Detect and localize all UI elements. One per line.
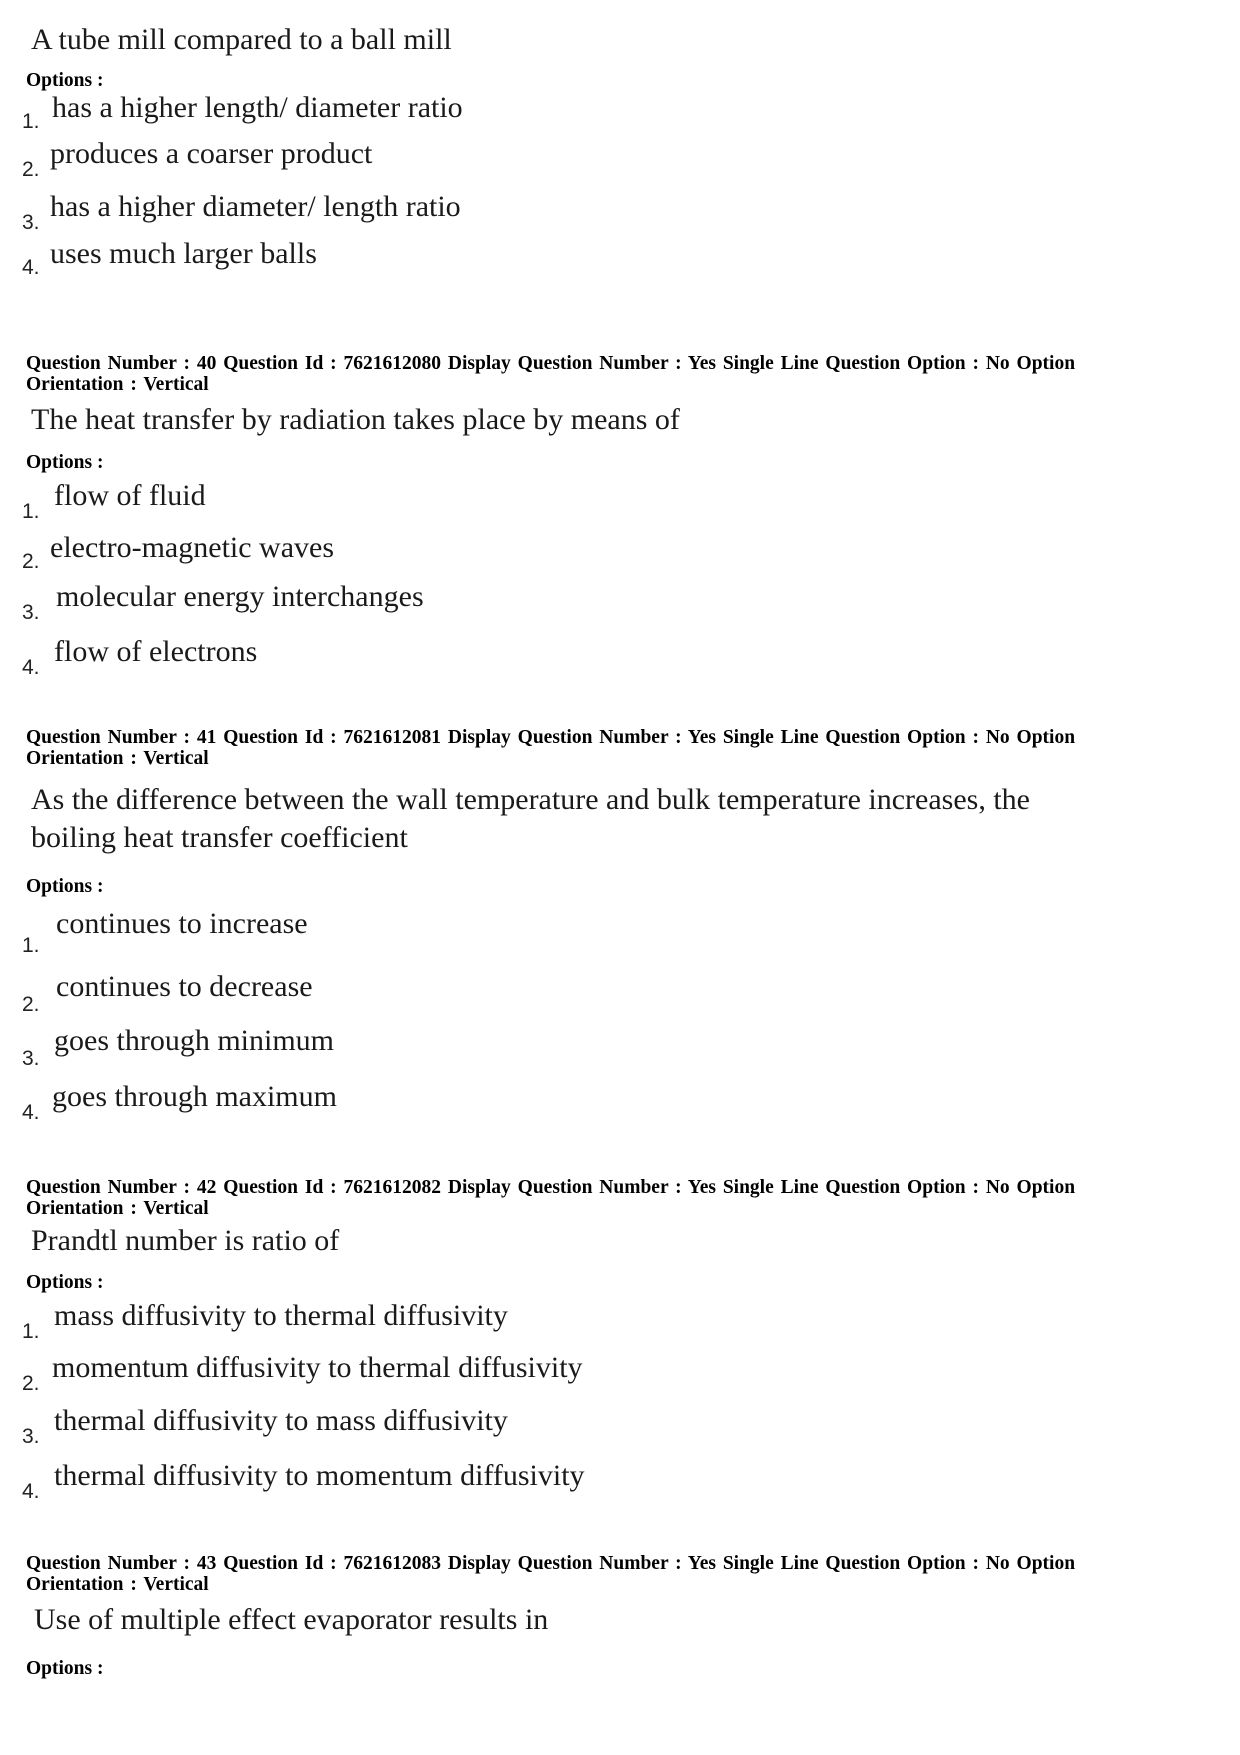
question-meta-line-1: Question Number : 41 Question Id : 7621612081 Display Question Number : Yes Single Line Question Option : No Option — [26, 727, 1076, 748]
options-label: Options : — [26, 70, 104, 91]
question-meta-line-2: Orientation : Vertical — [26, 1198, 209, 1219]
option-1[interactable] — [22, 1298, 1122, 1344]
option-1[interactable] — [22, 90, 1122, 136]
option-text: molecular energy interchanges — [56, 580, 424, 613]
option-text: thermal diffusivity to momentum diffusivity — [54, 1459, 585, 1492]
option-text: flow of fluid — [54, 479, 206, 512]
option-number: 1. — [22, 110, 40, 133]
question-text-line-2: boiling heat transfer coefficient — [31, 821, 408, 854]
option-text: continues to decrease — [56, 970, 313, 1003]
question-text: A tube mill compared to a ball mill — [31, 23, 452, 56]
option-1[interactable] — [22, 906, 1122, 957]
option-text: momentum diffusivity to thermal diffusivity — [52, 1351, 583, 1384]
option-3[interactable] — [22, 189, 1122, 235]
option-text: flow of electrons — [54, 635, 258, 668]
option-4[interactable] — [22, 236, 1122, 282]
option-number: 4. — [22, 1101, 40, 1124]
option-text: continues to increase — [56, 907, 308, 940]
question-meta-line-2: Orientation : Vertical — [26, 1574, 209, 1595]
option-text: goes through maximum — [52, 1080, 337, 1113]
option-number: 3. — [22, 1047, 40, 1070]
options-label: Options : — [26, 1658, 104, 1679]
option-4[interactable] — [22, 634, 1122, 680]
question-text-line-1: As the difference between the wall temperature and bulk temperature increases, the — [31, 783, 1030, 816]
options-label: Options : — [26, 452, 104, 473]
option-3[interactable] — [22, 579, 1122, 625]
option-number: 3. — [22, 601, 40, 624]
option-2[interactable] — [22, 1350, 1122, 1396]
question-text: Use of multiple effect evaporator results in — [34, 1603, 549, 1636]
option-text: produces a coarser product — [50, 137, 373, 170]
options-label: Options : — [26, 876, 104, 897]
question-text: Prandtl number is ratio of — [31, 1224, 340, 1257]
option-3[interactable] — [22, 1403, 1122, 1449]
option-number: 3. — [22, 211, 40, 234]
option-number: 4. — [22, 256, 40, 279]
option-text: has a higher length/ diameter ratio — [52, 91, 463, 124]
option-text: mass diffusivity to thermal diffusivity — [54, 1299, 508, 1332]
question-text: The heat transfer by radiation takes place by means of — [31, 403, 680, 436]
option-text: has a higher diameter/ length ratio — [50, 190, 461, 223]
options-label: Options : — [26, 1272, 104, 1293]
option-number: 2. — [22, 550, 40, 573]
question-meta-line-2: Orientation : Vertical — [26, 748, 209, 769]
option-number: 1. — [22, 934, 40, 957]
option-number: 1. — [22, 1320, 40, 1343]
option-number: 2. — [22, 993, 40, 1016]
option-3[interactable] — [22, 1023, 1122, 1069]
option-number: 3. — [22, 1425, 40, 1448]
option-number: 4. — [22, 656, 40, 679]
option-2[interactable] — [22, 969, 1122, 1015]
option-number: 1. — [22, 500, 40, 523]
option-text: thermal diffusivity to mass diffusivity — [54, 1404, 508, 1437]
option-text: uses much larger balls — [50, 237, 317, 270]
option-text: electro-magnetic waves — [50, 531, 335, 564]
option-2[interactable] — [22, 136, 1122, 182]
option-1[interactable] — [22, 478, 1122, 524]
question-meta-line-1: Question Number : 40 Question Id : 7621612080 Display Question Number : Yes Single Line Question Option : No Option — [26, 353, 1076, 374]
question-meta-line-1: Question Number : 43 Question Id : 7621612083 Display Question Number : Yes Single Line Question Option : No Option — [26, 1553, 1076, 1574]
question-meta-line-2: Orientation : Vertical — [26, 374, 209, 395]
option-2[interactable] — [22, 530, 1122, 576]
option-4[interactable] — [22, 1458, 1122, 1504]
option-4[interactable] — [22, 1079, 1122, 1125]
option-text: goes through minimum — [54, 1024, 334, 1057]
option-number: 4. — [22, 1480, 40, 1503]
question-meta-line-1: Question Number : 42 Question Id : 7621612082 Display Question Number : Yes Single Line Question Option : No Option — [26, 1177, 1076, 1198]
option-number: 2. — [22, 158, 40, 181]
option-number: 2. — [22, 1372, 40, 1395]
